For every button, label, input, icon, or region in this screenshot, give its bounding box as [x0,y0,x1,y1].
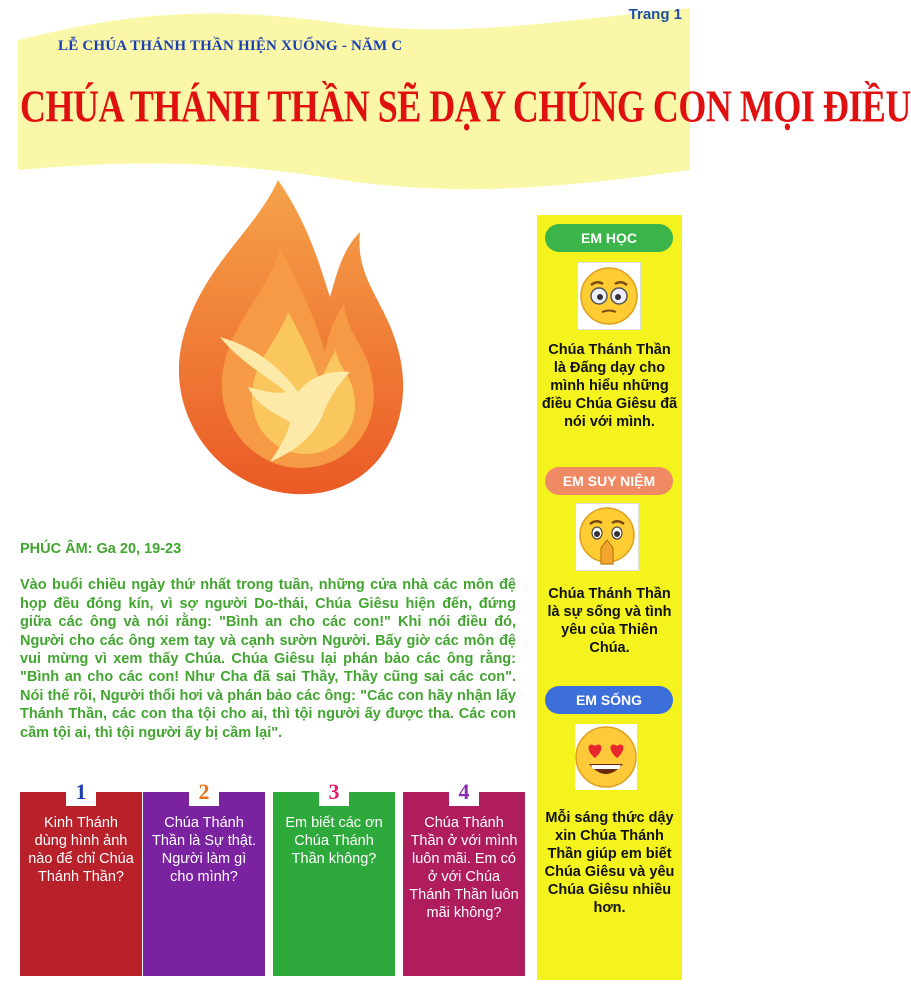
page-title: CHÚA THÁNH THẦN SẼ DẠY CHÚNG CON MỌI ĐIỀU [20,81,911,132]
page-number: Trang 1 [628,6,682,23]
holy-spirit-flame-dove-icon [160,172,420,502]
question-text: Em biết các ơn Chúa Thánh Thần không? [285,815,383,867]
heart-eyes-emoji-icon [575,724,637,790]
em-suy-niem-heading: EM SUY NIỆM [545,467,673,495]
thinking-glasses-emoji-icon [577,262,641,330]
question-card-2 [143,779,265,976]
gospel-text: Vào buổi chiều ngày thứ nhất trong tuần, những cửa nhà các môn đệ họp đều đóng kín, vì sợ người Do-thái, Chúa Giêsu hiện đến, đứng giữa các ông và nói rằng: "Bình an cho các con!" Khi nói điều đó, Người cho các ông xem tay và cạnh sườn Người. Bấy giờ các môn đệ vui mừng vì xem thấy Chúa. Chúa Giêsu lại phán bảo các ông rằng: "Bình an cho các con! Như Cha đã sai Thầy, Thầy cũng sai các con". Nói thế rồi, Người thổi hơi và phán bảo các ông: "Các con hãy nhận lấy Thánh Thần, các con tha tội cho ai, thì tội người ấy được tha. Các con cầm tội ai, thì tội người ấy bị cầm lại". [20,577,516,741]
em-hoc-text: Chúa Thánh Thần là Đấng dạy cho mình hiểu những điều Chúa Giêsu đã nói với mình. [541,342,678,430]
feast-subtitle: LỄ CHÚA THÁNH THẦN HIỆN XUỐNG - NĂM C [58,38,403,54]
question-card-3 [273,779,395,976]
question-number: 1 [66,778,96,806]
question-card-1 [20,779,142,976]
gospel-reference: PHÚC ÂM: Ga 20, 19-23 [20,541,182,557]
question-text: Chúa Thánh Thần ở với mình luôn mãi. Em có ở với Chúa Thánh Thần luôn mãi không? [409,815,519,921]
question-number: 3 [319,778,349,806]
question-text: Kinh Thánh dùng hình ảnh nào để chỉ Chúa Thánh Thần? [28,815,134,885]
question-number: 4 [449,778,479,806]
em-hoc-heading: EM HỌC [545,224,673,252]
question-number: 2 [189,778,219,806]
sidebar [537,215,682,980]
em-suy-niem-text: Chúa Thánh Thần là sự sống và tình yêu của Thiên Chúa. [547,586,672,656]
gospel-section [20,540,516,742]
question-text: Chúa Thánh Thần là Sự thật. Người làm gì cho mình? [151,815,256,885]
question-card-4 [403,779,525,976]
em-song-text: Mỗi sáng thức dậy xin Chúa Thánh Thần giúp em biết Chúa Giêsu và yêu Chúa Giêsu nhiều hơn. [544,810,675,916]
em-song-heading: EM SỐNG [545,686,673,714]
praying-emoji-icon [575,503,639,571]
